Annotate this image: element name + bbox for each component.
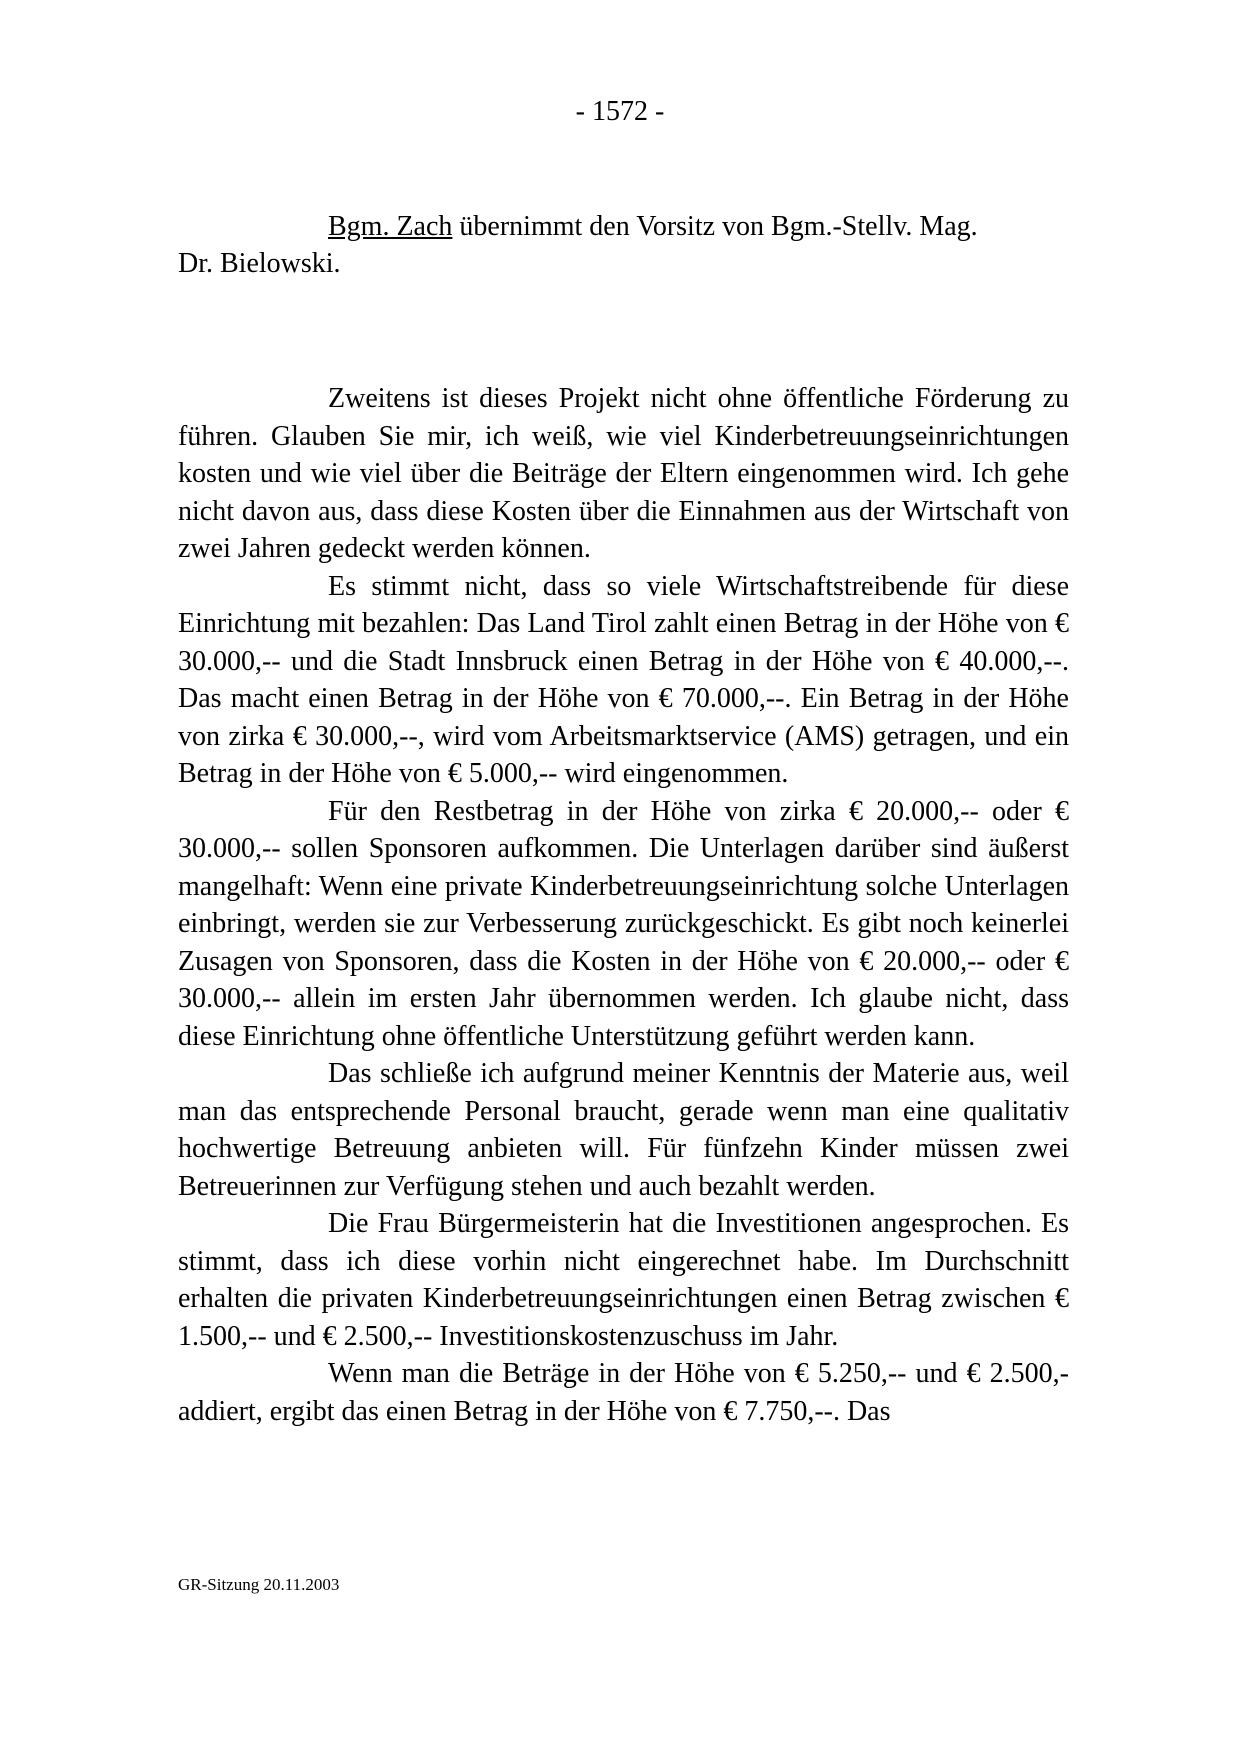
paragraph-3: Für den Restbetrag in der Höhe von zirka € 20.000,-- oder € 30.000,-- sollen Sponsoren aufkommen. Die Unterlagen darüber sind äußerst mangelhaft: Wenn eine private Kinderbetreuungseinrichtung solche Unterlagen einbringt, werden sie zur Verbesserung zurückgeschickt. Es gibt noch keinerlei Zusagen von Sponsoren, dass die Kosten in der Höhe von € 20.000,-- oder € 30.000,-- allein im ersten Jahr übernommen werden. Ich glaube nicht, dass diese Einrichtung ohne öffentliche Unterstützung geführt werden kann. bbox=[178, 795, 1069, 1052]
paragraph-1: Zweitens ist dieses Projekt nicht ohne öffentliche Förderung zu führen. Glauben Sie mir, ich weiß, wie viel Kinderbetreuungseinrichtungen kosten und wie viel über die Beiträge der Eltern eingenommen wird. Ich gehe nicht davon aus, dass diese Kosten über die Einnahmen aus der Wirtschaft von zwei Jahren gedeckt werden können. bbox=[178, 383, 1069, 564]
chair-change-line-2: Dr. Bielowski. bbox=[178, 248, 341, 279]
footer-session-date: GR-Sitzung 20.11.2003 bbox=[178, 1575, 340, 1594]
speaker-name: Bgm. Zach bbox=[328, 211, 453, 242]
page-number: - 1572 - bbox=[575, 96, 665, 127]
chair-change-text: übernimmt den Vorsitz von Bgm.-Stellv. Mag. bbox=[452, 211, 978, 242]
paragraph-4: Das schließe ich aufgrund meiner Kenntnis der Materie aus, weil man das entsprechende Personal braucht, gerade wenn man eine qualitativ hochwertige Betreuung anbieten will. Für fünfzehn Kinder müssen zwei Betreuerinnen zur Verfügung stehen und auch bezahlt werden. bbox=[178, 1058, 1069, 1202]
chair-change-line bbox=[178, 208, 1069, 245]
paragraph-6: Wenn man die Beträge in der Höhe von € 5.250,-- und € 2.500,- addiert, ergibt das einen Betrag in der Höhe von € 7.750,--. Das bbox=[178, 1358, 1069, 1427]
paragraph-5: Die Frau Bürgermeisterin hat die Investitionen angesprochen. Es stimmt, dass ich diese vorhin nicht eingerechnet habe. Im Durchschnitt erhalten die privaten Kinderbetreuungseinrichtungen einen Betrag zwischen € 1.500,-- und € 2.500,-- Investitionskostenzuschuss im Jahr. bbox=[178, 1208, 1069, 1352]
paragraph-2: Es stimmt nicht, dass so viele Wirtschaftstreibende für diese Einrichtung mit bezahlen: Das Land Tirol zahlt einen Betrag in der Höhe von € 30.000,-- und die Stadt Innsbruck einen Betrag in der Höhe von € 40.000,--. Das macht einen Betrag in der Höhe von € 70.000,--. Ein Betrag in der Höhe von zirka € 30.000,--, wird vom Arbeitsmarktservice (AMS) getragen, und ein Betrag in der Höhe von € 5.000,-- wird eingenommen. bbox=[178, 570, 1069, 789]
chair-change-note bbox=[178, 208, 1069, 282]
speech-body bbox=[178, 380, 1069, 1430]
